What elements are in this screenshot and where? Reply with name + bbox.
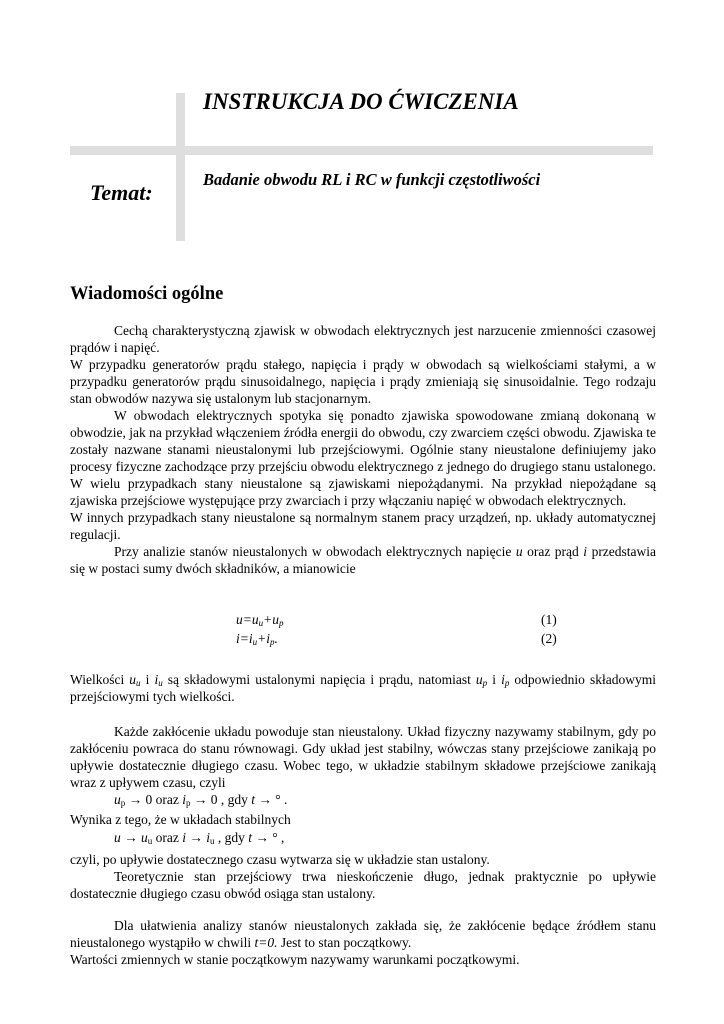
paragraph-4: W innych przypadkach stany nieustalone są normalnym stanem pracy urządzeń, np. układy automatycznej regulacji. — [70, 510, 656, 542]
paragraph-10: Teoretycznie stan przejściowy trwa nieskończenie długo, jednak praktycznie po upływie dostatecznie długiego czasu obwód osiąga stan ustalony. — [70, 869, 656, 901]
paragraph-9: czyli, po upływie dostatecznego czasu wytwarza się w układzie stan ustalony. — [70, 852, 490, 867]
topic-text: Badanie obwodu RL i RC w funkcji częstotliwości — [203, 170, 541, 189]
equation-1-number: (1) — [541, 612, 557, 627]
formula-limit-1: $u_p \to 0$ oraz $i_p \to 0$ , gdy t → ° . — [114, 792, 288, 808]
body-block-3 — [70, 917, 656, 968]
paragraph-3: W obwodach elektrycznych spotyka się ponadto zjawiska spowodowane zmianą dokonaną w obwodzie, jak na przykład włączeniem źródła energii do obwodu, czy zwarciem części obwodu. Zjawiska te zostały nazwane stanami nieustalonymi lub przejściowymi. Ogólnie stany nieustalone definiujemy jako procesy fizyczne zachodzące przy przejściu obwodu elektrycznego z jednego do drugiego stanu ustalonego. W wielu przypadkach stany nieustalone są zjawiskami niepożądanymi. Na przykład niepożądane są zjawiska przejściowe występujące przy zwarciach i przy włączaniu napięć w obwodach elektrycznych. — [70, 408, 656, 508]
paragraph-1: Cechą charakterystyczną zjawisk w obwodach elektrycznych jest narzucenie zmienności czasowej prądów i napięć. — [70, 323, 656, 355]
decorative-vertical-bar — [176, 93, 185, 241]
decorative-horizontal-bar — [70, 146, 653, 155]
body-block-1 — [70, 322, 656, 577]
paragraph-7: Każde zakłócenie układu powoduje stan nieustalony. Układ fizyczny nazywamy stabilnym, gdy po zakłóceniu powraca do stanu równowagi. Gdy układ jest stabilny, wówczas stany przejściowe zanikają po upływie dostatecznie długiego czasu. Wobec tego, w układzie stabilnym składowe przejściowe zanikają wraz z upływem czasu, czyli — [70, 724, 656, 790]
equation-2: $i=i_u+i_p$. — [236, 631, 278, 647]
paragraph-8: Wynika z tego, że w układach stabilnych — [70, 812, 291, 827]
topic-label: Temat: — [90, 180, 153, 205]
paragraph-2: W przypadku generatorów prądu stałego, napięcia i prądy w obwodach są wielkościami stałymi, a w przypadku generatorów prądu sinusoidalnego, napięcia i prądy zmieniają się sinusoidalnie. Tego rodzaju stan obwodów nazywa się ustalonym lub stacjonarnym. — [70, 357, 656, 406]
formula-limit-2: $u \to u_u$ oraz $i \to i_u$ , gdy t → ° , — [114, 830, 285, 846]
equation-2-number: (2) — [541, 631, 557, 646]
body-block-2 — [70, 851, 656, 902]
document-title: INSTRUKCJA DO ĆWICZENIA — [203, 89, 519, 114]
paragraph-12: Wartości zmiennych w stanie początkowym nazywamy warunkami początkowymi. — [70, 952, 520, 967]
paragraph-11: Dla ułatwienia analizy stanów nieustalonych zakłada się, że zakłócenie będące źródłem stanu nieustalonego wystąpiło w chwili t=0. Jest to stan początkowy. — [70, 918, 656, 950]
equation-1: $u=u_u+u_p$ — [236, 612, 284, 628]
section-heading: Wiadomości ogólne — [70, 284, 224, 304]
paragraph-6: Wielkości $u_u$ i $i_u$ są składowymi ustalonymi napięcia i prądu, natomiast $u_p$ i $i_p$ odpowiednio składowymi przejściowymi tych wielkości. — [70, 672, 656, 704]
paragraph-5: Przy analizie stanów nieustalonych w obwodach elektrycznych napięcie u oraz prąd i przedstawia się w postaci sumy dwóch składników, a mianowicie — [70, 544, 657, 576]
